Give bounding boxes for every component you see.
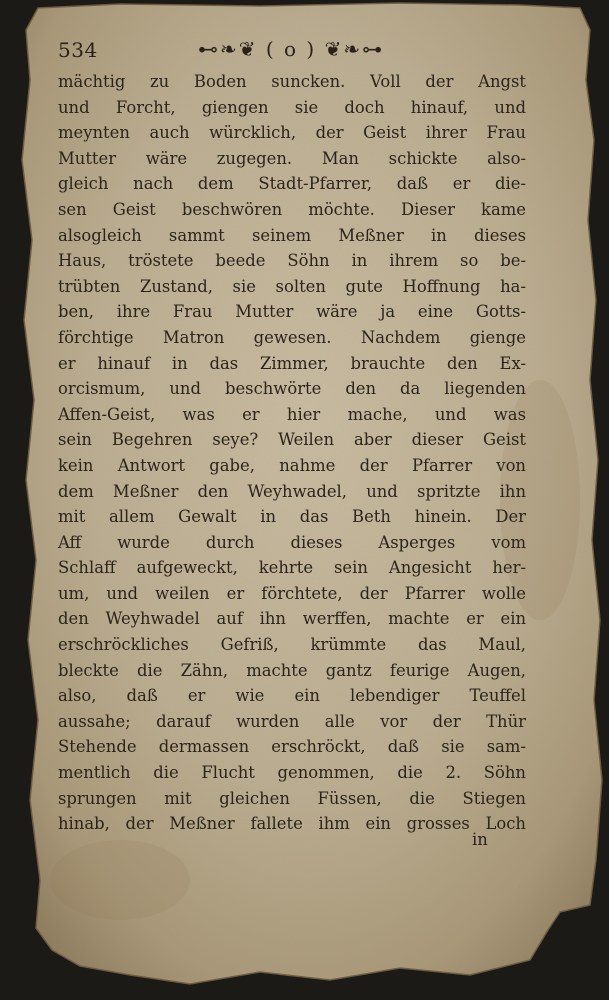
- body-text: [58, 69, 526, 837]
- text-line: meynten auch würcklich, der Geist ihrer Frau: [58, 123, 526, 143]
- text-line: gleich nach dem Stadt-Pfarrer, daß er die-: [58, 174, 526, 194]
- page-number: 534: [58, 38, 98, 62]
- text-line: dem Meßner den Weyhwadel, und spritzte ihn: [58, 481, 526, 501]
- text-line: Affen-Geist, was er hier mache, und was: [58, 404, 526, 424]
- text-line: und Forcht, giengen sie doch hinauf, und: [58, 97, 526, 117]
- text-line: aussahe; darauf wurden alle vor der Thür: [58, 711, 526, 731]
- text-line: er hinauf in das Zimmer, brauchte den Ex-: [58, 353, 526, 373]
- text-line: förchtige Matron gewesen. Nachdem gienge: [58, 327, 526, 347]
- header-ornament: ⊷❧❦ ( o ) ❦❧⊶: [198, 37, 385, 61]
- text-line: erschröckliches Gefriß, krümmte das Maul,: [58, 635, 526, 655]
- stain: [50, 840, 190, 920]
- text-line: orcismum, und beschwörte den da liegenden: [58, 379, 526, 399]
- text-line: ben, ihre Frau Mutter wäre ja eine Gotts-: [58, 302, 526, 322]
- text-line: mentlich die Flucht genommen, die 2. Söhn: [58, 763, 526, 783]
- text-line: trübten Zustand, sie solten gute Hoffnung ha-: [58, 276, 526, 296]
- text-line: also, daß er wie ein lebendiger Teuffel: [58, 686, 526, 706]
- text-line: mit allem Gewalt in das Beth hinein. Der: [58, 507, 526, 527]
- text-line: hinab, der Meßner fallete ihm ein grosses Loch: [58, 814, 526, 834]
- text-line: mächtig zu Boden suncken. Voll der Angst: [58, 72, 526, 91]
- text-line: kein Antwort gabe, nahme der Pfarrer von: [58, 455, 526, 475]
- catchword: in: [472, 830, 488, 849]
- text-line: Aff wurde durch dieses Asperges vom: [58, 532, 526, 552]
- text-line: um, und weilen er förchtete, der Pfarrer wolle: [58, 583, 526, 603]
- text-line: alsogleich sammt seinem Meßner in dieses: [58, 225, 526, 245]
- text-line: Stehende dermassen erschröckt, daß sie sam-: [58, 737, 526, 757]
- page-header: [58, 34, 528, 66]
- text-line: Haus, tröstete beede Söhn in ihrem so be-: [58, 251, 526, 271]
- text-line: sein Begehren seye? Weilen aber dieser Geist: [58, 430, 526, 450]
- text-line: Schlaff aufgeweckt, kehrte sein Angesicht her-: [58, 558, 526, 578]
- text-line: Mutter wäre zugegen. Man schickte also-: [58, 148, 526, 168]
- text-line: bleckte die Zähn, machte gantz feurige Augen,: [58, 660, 526, 680]
- text-line: den Weyhwadel auf ihn werffen, machte er ein: [58, 609, 526, 629]
- text-line: sprungen mit gleichen Füssen, die Stiegen: [58, 788, 526, 808]
- text-line: sen Geist beschwören möchte. Dieser kame: [58, 199, 526, 219]
